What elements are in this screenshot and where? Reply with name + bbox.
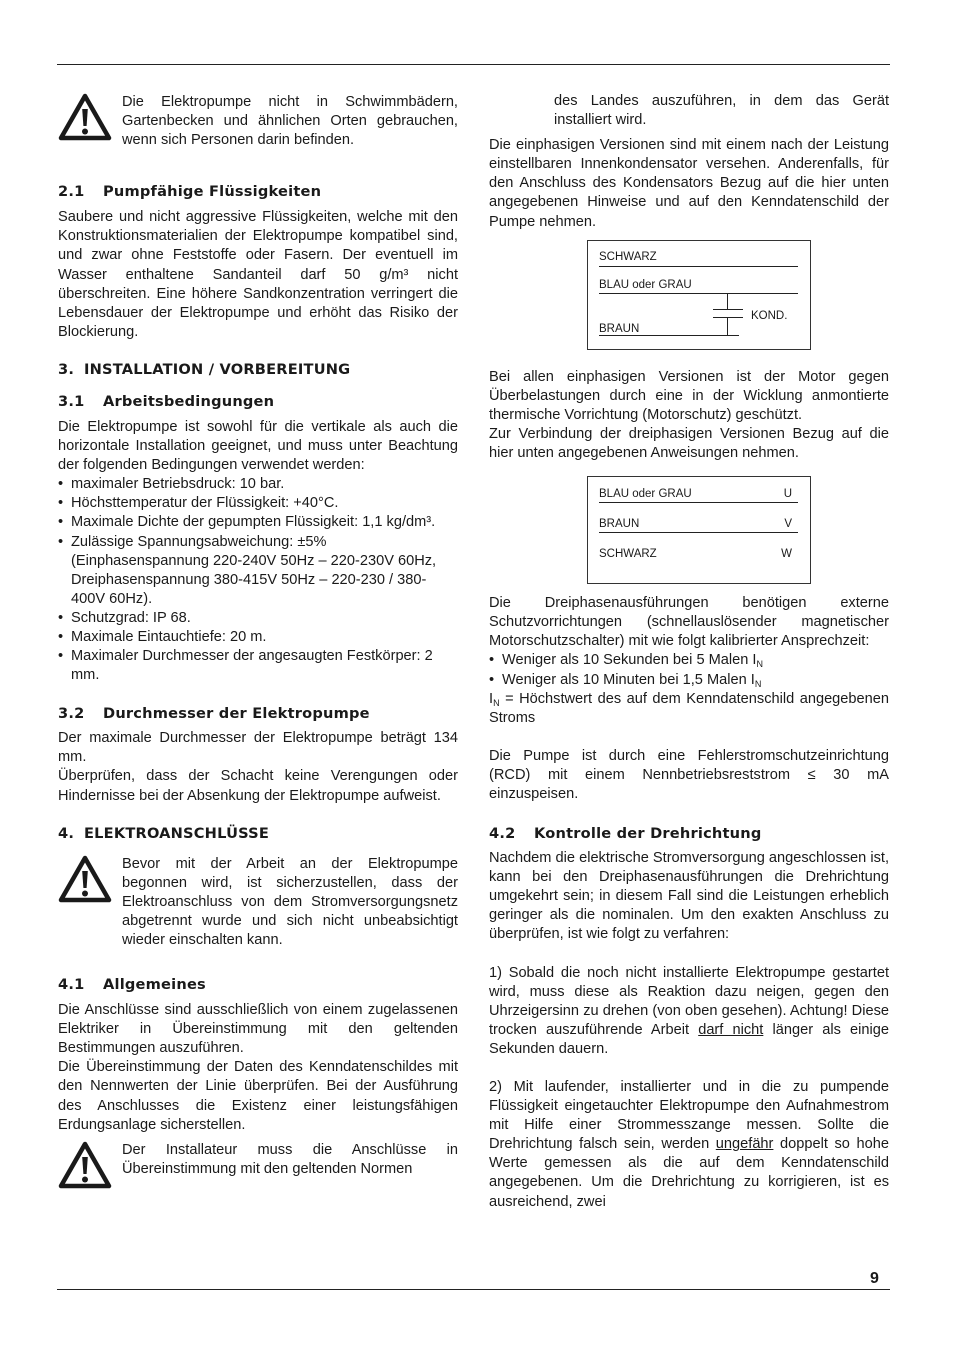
section-4-2-step-1: 1) Sobald die noch nicht installierte Elektropumpe gestartet wird, muss diese als Reaktion dazu neigen, gegen den Uhrzeigersinn zu drehen (von oben gesehen). Achtung! Diese trocken auszuführende Arbeit darf nicht länger als einige Sekunden dauern. <box>489 964 889 1057</box>
wire-label-black: SCHWARZ <box>599 548 657 561</box>
terminal-label-v: V <box>784 518 792 531</box>
list-item: • Zulässige Spannungsabweichung: ±5% (Einphasenspannung 220-240V 50Hz – 220-230V 60Hz, Dreiphasenspannung 380-415V 50Hz – 220-230 / 380-400V 60Hz). <box>58 533 458 609</box>
section-4-2-step-2: 2) Mit laufender, installierter und in die zu pumpende Flüssigkeit eingetauchter Elektropumpe den Aufnahmestrom mit Hilfe einer Strommesszange messen. Sollte die Drehrichtung falsch sein, werden ungefähr doppelt so hohe Werte gemessen als die auf dem Kenndatenschild angegebenen. Um die Drehrichtung zu korrigieren, ist es ausreichend, zwei <box>489 1079 889 1210</box>
wire-line <box>599 266 798 267</box>
warning-triangle-icon <box>58 855 112 903</box>
bottom-rule <box>57 1289 890 1290</box>
single-phase-wiring-diagram <box>587 240 811 350</box>
wire-label-blue-grey: BLAU oder GRAU <box>599 488 692 501</box>
operating-conditions-list <box>58 475 458 685</box>
list-item: • Weniger als 10 Sekunden bei 5 Malen $I_N$ <box>489 651 889 670</box>
left-column <box>58 92 458 1179</box>
wire-line <box>599 502 798 503</box>
wire-label-brown: BRAUN <box>599 518 640 531</box>
wire-label-brown: BRAUN <box>599 322 640 335</box>
terminal-label-w: W <box>781 548 792 561</box>
section-4-1-text-1: Die Anschlüsse sind ausschließlich von einem zugelassenen Elektriker in Übereinstimmung mit den geltenden Bestimmungen auszuführen. <box>58 1002 458 1057</box>
section-3-2-text-2: Überprüfen, dass der Schacht keine Verengungen oder Hindernisse bei der Absenkung der Elektropumpe aufweist. <box>58 768 458 804</box>
three-phase-wiring-diagram <box>587 476 811 584</box>
warning-block-disconnect <box>58 855 458 950</box>
list-item: • maximaler Betriebsdruck: 10 bar. <box>58 475 458 494</box>
wire-line <box>599 532 798 533</box>
list-item: • Weniger als 10 Minuten bei 1,5 Malen $I_N$ <box>489 671 889 690</box>
section-heading-4: 4. ELEKTROANSCHLÜSSE <box>58 824 270 842</box>
single-phase-capacitor-text: Die einphasigen Versionen sind mit einem nach der Leistung einstellbaren Innenkondensator versehen. Anderenfalls, für den Anschluss des Kondensators Bezug auf die hier unten angegebenen Hinweise und auf den Kenndatenschild der Pumpe nehmen. <box>489 137 889 230</box>
warning-text: Der Installateur muss die Anschlüsse in Übereinstimmung mit den geltenden Normen <box>122 1141 458 1177</box>
section-3-2-text-1: Der maximale Durchmesser der Elektropumpe beträgt 134 mm. <box>58 730 458 766</box>
section-heading-3: 3. INSTALLATION / VORBEREITUNG <box>58 360 351 378</box>
warning-triangle-icon <box>58 93 112 141</box>
top-rule <box>57 64 890 65</box>
wire-label-blue-grey: BLAU oder GRAU <box>599 278 692 291</box>
section-4-1-text-2: Die Übereinstimmung der Daten des Kenndatenschildes mit den Nennwerten der Linie überprüfen. Bei der Ausführung des Anschlusses die Existenz einer leistungsfähigen Erdungsanlage sicherstellen. <box>58 1059 458 1133</box>
warning-text: Die Elektropumpe nicht in Schwimmbädern, Gartenbecken und ähnlichen Orten gebrauchen, wenn sich Personen darin befinden. <box>122 94 458 149</box>
list-item: • Maximale Eintauchtiefe: 20 m. <box>58 628 458 647</box>
section-4-2-text-1: Nachdem die elektrische Stromversorgung angeschlossen ist, kann bei den Dreiphasenausführungen die Drehrichtung umgekehrt sein; in diesem Fall sind die Leistungen erheblich geringer als die nominalen. Um den exakten Anschluss zu überprüfen, ist wie folgt zu verfahren: <box>489 850 889 943</box>
list-item: • Schutzgrad: IP 68. <box>58 609 458 628</box>
capacitor-label: KOND. <box>751 309 788 322</box>
wire-label-black: SCHWARZ <box>599 250 657 263</box>
external-protection-text: Die Dreiphasenausführungen benötigen externe Schutzvorrichtungen (schnellauslösender magnetischer Motorschutzschalter) mit wie folgt kalibrierter Ansprechzeit: <box>489 595 889 650</box>
motor-protection-text: Bei allen einphasigen Versionen ist der Motor gegen Überbelastungen durch eine in der Wicklung anmontierte thermische Vorrichtung (Motorschutz) geschützt. <box>489 368 889 423</box>
list-item: • Maximaler Durchmesser der angesaugten Festkörper: 2 mm. <box>58 647 458 685</box>
section-heading-4-2: 4.2 Kontrolle der Drehrichtung <box>489 825 762 843</box>
wire-line <box>599 293 798 294</box>
in-definition-text: $I_N$ = Höchstwert des auf dem Kenndatenschild angegebenen Stroms <box>489 690 889 726</box>
rcd-text: Die Pumpe ist durch eine Fehlerstromschutzeinrichtung (RCD) mit einem Nennbetriebsreststrom ≤ 30 mA einzuspeisen. <box>489 747 889 802</box>
warning-text-continued: des Landes auszuführen, in dem das Gerät installiert wird. <box>554 93 889 129</box>
section-heading-3-1: 3.1 Arbeitsbedingungen <box>58 392 275 410</box>
warning-triangle-icon <box>58 1141 112 1189</box>
right-column <box>489 92 889 1212</box>
warning-block-installer <box>58 1141 458 1179</box>
section-heading-4-1: 4.1 Allgemeines <box>58 976 206 994</box>
page-number: 9 <box>870 1270 879 1287</box>
section-2-1-text: Saubere und nicht aggressive Flüssigkeiten, welche mit den Konstruktionsmaterialien der Elektropumpe kompatibel sind, und zwar ohne Feststoffe oder Fasern. Der eventuell im Wasser enthaltene Sandanteil darf 50 g/m³ nicht überschreiten. Eine höhere Sandkonzentration verringert die Lebensdauer der Elektropumpe und erhöht das Risiko der Blockierung. <box>58 209 458 340</box>
wire-line <box>599 335 739 336</box>
section-heading-3-2: 3.2 Durchmesser der Elektropumpe <box>58 705 370 723</box>
list-item: • Maximale Dichte der gepumpten Flüssigkeit: 1,1 kg/dm³. <box>58 513 458 532</box>
section-heading-2-1: 2.1 Pumpfähige Flüssigkeiten <box>58 183 322 201</box>
list-item: • Höchsttemperatur der Flüssigkeit: +40°C. <box>58 494 458 513</box>
terminal-label-u: U <box>783 488 792 501</box>
warning-text: Bevor mit der Arbeit an der Elektropumpe begonnen wird, ist sicherzustellen, dass der Elektroanschluss von dem Stromversorgungsnetz abgetrennt wurde und sich nicht unbeabsichtigt wieder einschalten kann. <box>122 855 458 948</box>
section-3-1-intro: Die Elektropumpe ist sowohl für die vertikale als auch die horizontale Installation geeignet, und muss unter Beachtung der folgenden Bedingungen verwendet werden: <box>58 418 458 474</box>
warning-block-pool <box>58 93 458 150</box>
response-time-list <box>489 651 889 689</box>
capacitor-symbol <box>713 293 743 335</box>
three-phase-intro-text: Zur Verbindung der dreiphasigen Versionen Bezug auf die hier unten angegebenen Anweisungen nehmen. <box>489 425 889 462</box>
